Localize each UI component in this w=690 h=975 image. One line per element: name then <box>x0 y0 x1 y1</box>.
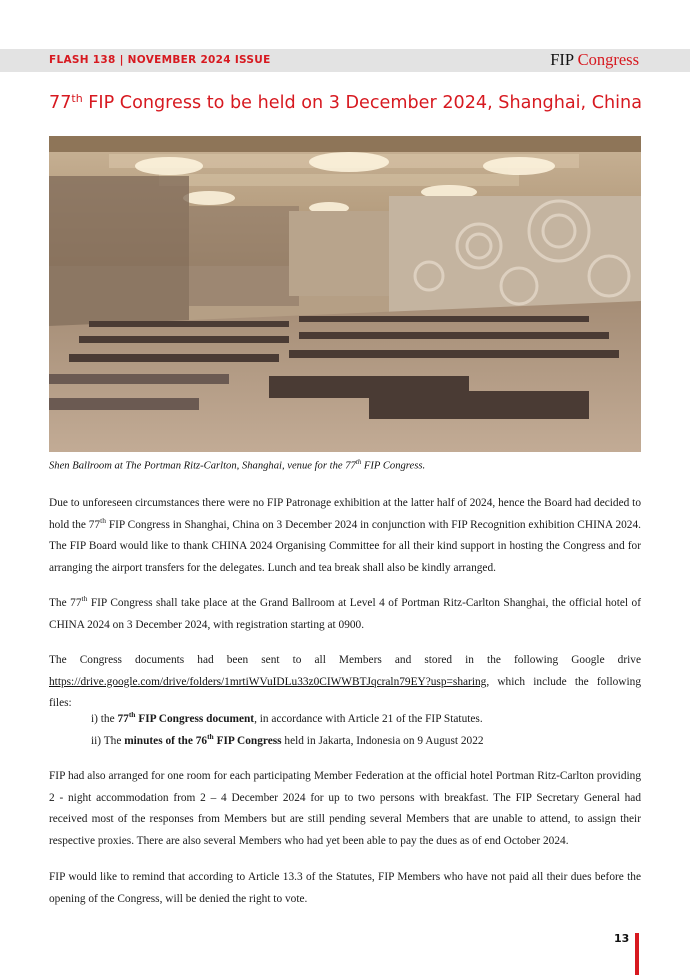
documents-list <box>91 709 484 752</box>
page-number: 13 <box>614 932 630 945</box>
paragraph-1: Due to unforeseen circumstances there were no FIP Patronage exhibition at the latter half of 2024, hence the Board had decided to hold the 77th FIP Congress in Shanghai, China on 3 December 2024 in conjunction with FIP Recognition exhibition CHINA 2024. The FIP Board would like to thank CHINA 2024 Organising Committee for all their kind support in hosting the Congress and for arranging the airport transfers for the delegates. Lunch and tea break shall also be kindly arranged. <box>49 497 641 574</box>
paragraph-5: FIP would like to remind that according to Article 13.3 of the Statutes, FIP Members who have not paid all their dues before the opening of the Congress, will be denied the right to vote. <box>49 871 641 905</box>
paragraph-2: The 77th FIP Congress shall take place at the Grand Ballroom at Level 4 of Portman Ritz-Carlton Shanghai, the official hotel of CHINA 2024 on 3 December 2024, with registration starting at 0900. <box>49 594 641 631</box>
paragraph-4: FIP had also arranged for one room for each participating Member Federation at the official hotel Portman Ritz-Carlton providing 2 - night accommodation from 2 – 4 December 2024 for up to two persons with breakfast. The FIP Secretary General had received most of the responses from Members but are still pending several Members that are unable to attend, to assign their respective proxies. There are also several Members who had yet been able to pay the dues as of end October 2024. <box>49 770 641 847</box>
issue-label: FLASH 138 | NOVEMBER 2024 ISSUE <box>49 54 271 66</box>
page-accent-rule <box>635 933 639 975</box>
brand-secondary: Congress <box>577 50 639 69</box>
ballroom-photo <box>49 136 641 452</box>
photo-caption: Shen Ballroom at The Portman Ritz-Carlton, Shanghai, venue for the 77th FIP Congress. <box>49 458 426 472</box>
google-drive-link[interactable]: https://drive.google.com/drive/folders/1mrtiWVuIDLu33z0CIWWBTJqcraln79EY?usp=sharing <box>49 675 487 688</box>
list-item: i) the 77th FIP Congress document, in accordance with Article 21 of the FIP Statutes. <box>91 710 483 725</box>
section-brand <box>550 50 639 70</box>
paragraph-3: The Congress documents had been sent to all Members and stored in the following Google drive https://drive.google.com/drive/folders/1mrtiWVuIDLu33z0CIWWBTJqcraln79EY?usp=sharing, which include the following files: <box>49 654 641 709</box>
brand-primary: FIP <box>550 50 574 69</box>
article-title: 77th FIP Congress to be held on 3 December 2024, Shanghai, China <box>49 92 642 113</box>
list-item: ii) The minutes of the 76th FIP Congress held in Jakarta, Indonesia on 9 August 2022 <box>91 731 484 747</box>
